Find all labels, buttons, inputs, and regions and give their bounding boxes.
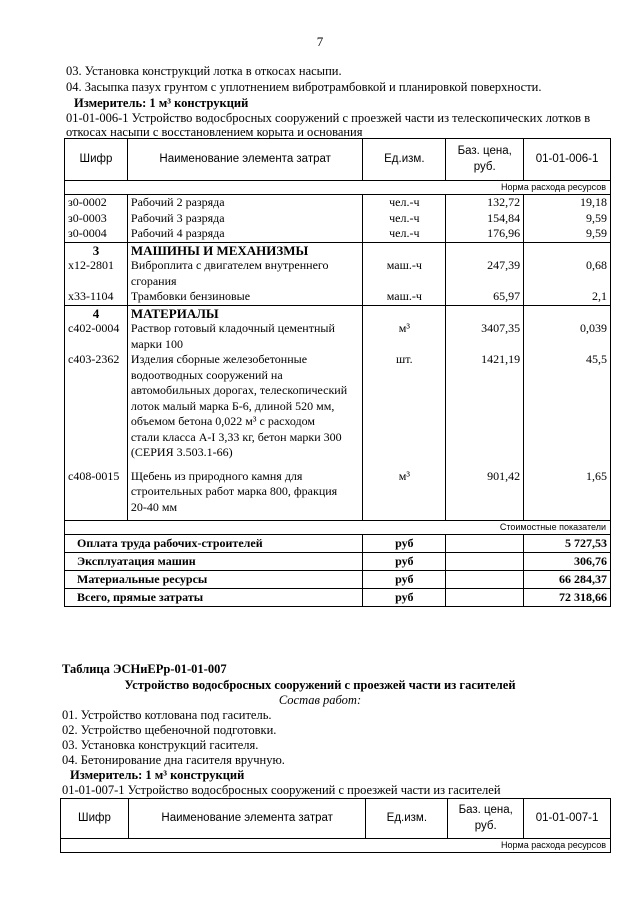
- section-title: МАШИНЫ И МЕХАНИЗМЫ: [127, 242, 363, 258]
- row-price: 132,72: [446, 195, 524, 211]
- row-unit: чел.-ч: [363, 211, 446, 227]
- row-code: з0-0003: [65, 211, 128, 227]
- cost-label: Стоимостные показатели: [65, 521, 611, 535]
- section-number: 3: [65, 242, 128, 258]
- row-unit: м³: [363, 469, 446, 516]
- total-value: 5 727,53: [524, 535, 611, 553]
- row-price: 901,42: [446, 469, 524, 516]
- resource-table-2: [60, 798, 611, 853]
- section-title: МАТЕРИАЛЫ: [127, 305, 363, 321]
- measure-label: Измеритель: 1 м³ конструкций: [70, 768, 245, 782]
- row-value: 1,65: [524, 469, 611, 516]
- row-code: с402-0004: [65, 321, 128, 352]
- row-unit: маш.-ч: [363, 289, 446, 305]
- header-norm: 01-01-006-1: [524, 139, 611, 181]
- composition-label: Состав работ:: [278, 693, 362, 707]
- norma-label: Норма расхода ресурсов: [61, 839, 611, 853]
- section-number: 4: [65, 305, 128, 321]
- row-value: 9,59: [524, 211, 611, 227]
- row-value: 2,1: [524, 289, 611, 305]
- row-value: 0,039: [524, 321, 611, 352]
- row-code: с403-2362: [65, 352, 128, 469]
- total-value: 306,76: [524, 553, 611, 571]
- row-value: 45,5: [524, 352, 611, 469]
- header-price: Баз. цена, руб.: [448, 799, 524, 839]
- row-unit: чел.-ч: [363, 195, 446, 211]
- total-name: Эксплуатация машин: [65, 553, 363, 571]
- measure-label: Измеритель: 1 м³ конструкций: [74, 96, 249, 110]
- header-code: Шифр: [65, 139, 128, 181]
- table-heading: Устройство водосбросных сооружений с проезжей части из гасителей: [124, 678, 516, 692]
- header-unit: Ед.изм.: [366, 799, 448, 839]
- row-name: Виброплита с двигателем внутреннего сгорания: [127, 258, 363, 289]
- intro-line: 04. Засыпка пазух грунтом с уплотнением вибротрамбовкой и планировкой поверхности.: [66, 80, 542, 94]
- row-price: 247,39: [446, 258, 524, 289]
- row-name: Трамбовки бензиновые: [127, 289, 363, 305]
- total-value: 66 284,37: [524, 571, 611, 589]
- total-value: 72 318,66: [524, 589, 611, 607]
- header-norm: 01-01-007-1: [524, 799, 611, 839]
- row-price: 3407,35: [446, 321, 524, 352]
- row-code: з0-0004: [65, 226, 128, 242]
- total-unit: руб: [363, 553, 446, 571]
- work-line: 01. Устройство котлована под гаситель.: [62, 708, 272, 722]
- row-unit: чел.-ч: [363, 226, 446, 242]
- header-price: Баз. цена, руб.: [446, 139, 524, 181]
- row-price: 154,84: [446, 211, 524, 227]
- row-name: Рабочий 4 разряда: [127, 226, 363, 242]
- subtitle-line: 01-01-006-1 Устройство водосбросных сооружений с проезжей части из телескопических лотков в: [66, 111, 591, 125]
- row-unit: маш.-ч: [363, 258, 446, 289]
- row-value: 19,18: [524, 195, 611, 211]
- page-number: 7: [316, 34, 324, 49]
- row-unit: м³: [363, 321, 446, 352]
- row-name: Раствор готовый кладочный цементный марки 100: [127, 321, 363, 352]
- work-line: 03. Установка конструкций гасителя.: [62, 738, 259, 752]
- work-line: 02. Устройство щебеночной подготовки.: [62, 723, 277, 737]
- row-price: 176,96: [446, 226, 524, 242]
- norma-label: Норма расхода ресурсов: [65, 181, 611, 195]
- row-value: 0,68: [524, 258, 611, 289]
- subtitle-line: откосах насыпи с восстановлением корыта и основания: [66, 125, 363, 139]
- header-code: Шифр: [61, 799, 129, 839]
- row-code: х33-1104: [65, 289, 128, 305]
- row-code: с408-0015: [65, 469, 128, 516]
- row-name: Изделия сборные железобетонные водоотводных сооружений на автомобильных дорогах, телескопический лоток малый марка Б-6, длиной 520 мм, объемом бетона 0,022 м³ с расходом стали класса А-I 3,33 кг, бетон марки 300 (СЕРИЯ 3.503.1-66): [127, 352, 363, 469]
- work-line: 04. Бетонирование дна гасителя вручную.: [62, 753, 285, 767]
- row-name: Рабочий 2 разряда: [127, 195, 363, 211]
- row-name: Рабочий 3 разряда: [127, 211, 363, 227]
- intro-line: 03. Установка конструкций лотка в откосах насыпи.: [66, 64, 342, 78]
- total-unit: руб: [363, 571, 446, 589]
- row-price: 65,97: [446, 289, 524, 305]
- total-name: Всего, прямые затраты: [65, 589, 363, 607]
- total-name: Оплата труда рабочих-строителей: [65, 535, 363, 553]
- total-unit: руб: [363, 589, 446, 607]
- row-value: 9,59: [524, 226, 611, 242]
- row-code: х12-2801: [65, 258, 128, 289]
- total-name: Материальные ресурсы: [65, 571, 363, 589]
- table-title: Таблица ЭСНиЕРр-01-01-007: [62, 662, 227, 676]
- row-code: з0-0002: [65, 195, 128, 211]
- resource-table-1: [64, 138, 611, 607]
- header-unit: Ед.изм.: [363, 139, 446, 181]
- row-unit: шт.: [363, 352, 446, 469]
- row-price: 1421,19: [446, 352, 524, 469]
- header-name: Наименование элемента затрат: [127, 139, 363, 181]
- subtitle-line: 01-01-007-1 Устройство водосбросных сооружений с проезжей части из гасителей: [62, 783, 501, 797]
- header-name: Наименование элемента затрат: [128, 799, 366, 839]
- total-unit: руб: [363, 535, 446, 553]
- row-name: Щебень из природного камня для строительных работ марка 800, фракция 20-40 мм: [127, 469, 363, 516]
